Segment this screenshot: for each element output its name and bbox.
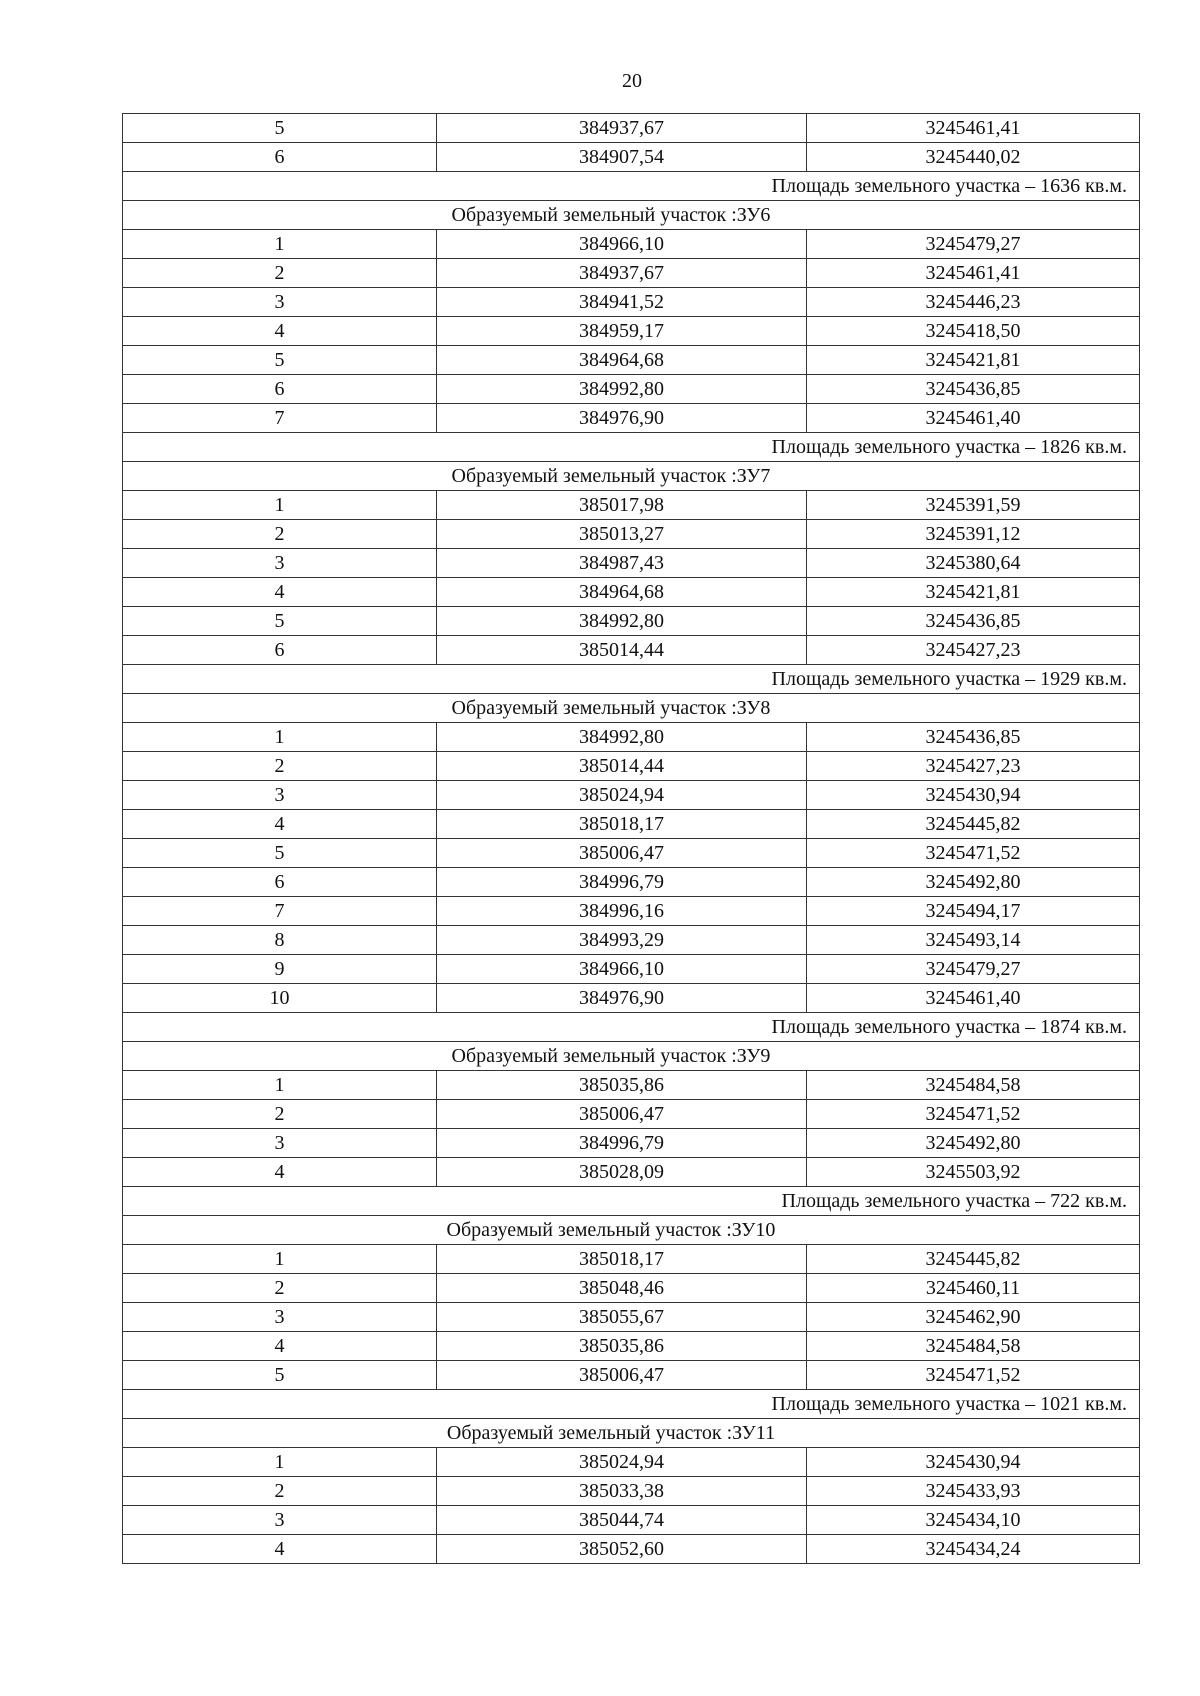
parcel-heading-row [123,462,1140,491]
x-coordinate-cell: 384941,52 [437,288,807,317]
point-number-cell: 6 [123,375,437,404]
y-coordinate-cell: 3245471,52 [807,1100,1140,1129]
y-coordinate-cell: 3245461,40 [807,404,1140,433]
parcel-heading-row [123,694,1140,723]
table-row [123,1535,1140,1564]
table-row [123,375,1140,404]
y-coordinate-cell: 3245479,27 [807,230,1140,259]
y-coordinate-cell: 3245503,92 [807,1158,1140,1187]
table-row [123,230,1140,259]
parcel-heading-text: Образуемый земельный участок :ЗУ8 [123,694,1140,723]
y-coordinate-cell: 3245484,58 [807,1332,1140,1361]
x-coordinate-cell: 384966,10 [437,955,807,984]
y-coordinate-cell: 3245427,23 [807,752,1140,781]
point-number-cell: 4 [123,1158,437,1187]
point-number-cell: 9 [123,955,437,984]
table-row [123,1361,1140,1390]
point-number-cell: 3 [123,1303,437,1332]
table-row [123,578,1140,607]
point-number-cell: 1 [123,230,437,259]
point-number-cell: 6 [123,143,437,172]
point-number-cell: 8 [123,926,437,955]
x-coordinate-cell: 385052,60 [437,1535,807,1564]
point-number-cell: 2 [123,259,437,288]
table-row [123,491,1140,520]
x-coordinate-cell: 385014,44 [437,752,807,781]
point-number-cell: 5 [123,607,437,636]
parcel-heading-row [123,1216,1140,1245]
point-number-cell: 4 [123,1535,437,1564]
y-coordinate-cell: 3245430,94 [807,781,1140,810]
y-coordinate-cell: 3245421,81 [807,346,1140,375]
point-number-cell: 6 [123,636,437,665]
point-number-cell: 5 [123,114,437,143]
table-row [123,810,1140,839]
parcel-heading-text: Образуемый земельный участок :ЗУ7 [123,462,1140,491]
y-coordinate-cell: 3245436,85 [807,723,1140,752]
table-row [123,752,1140,781]
point-number-cell: 4 [123,317,437,346]
y-coordinate-cell: 3245445,82 [807,1245,1140,1274]
table-row [123,1245,1140,1274]
parcel-heading-row [123,201,1140,230]
table-row [123,955,1140,984]
x-coordinate-cell: 384996,79 [437,868,807,897]
area-summary-row [123,1187,1140,1216]
x-coordinate-cell: 385006,47 [437,839,807,868]
area-summary-text: Площадь земельного участка – 1929 кв.м. [123,665,1140,694]
table-row [123,1506,1140,1535]
point-number-cell: 3 [123,1506,437,1535]
point-number-cell: 1 [123,723,437,752]
x-coordinate-cell: 384907,54 [437,143,807,172]
point-number-cell: 5 [123,346,437,375]
table-row [123,1448,1140,1477]
area-summary-row [123,1013,1140,1042]
point-number-cell: 4 [123,578,437,607]
y-coordinate-cell: 3245484,58 [807,1071,1140,1100]
y-coordinate-cell: 3245479,27 [807,955,1140,984]
x-coordinate-cell: 385028,09 [437,1158,807,1187]
area-summary-text: Площадь земельного участка – 1826 кв.м. [123,433,1140,462]
table-row [123,1332,1140,1361]
table-row [123,636,1140,665]
y-coordinate-cell: 3245471,52 [807,839,1140,868]
table-row [123,984,1140,1013]
parcel-heading-text: Образуемый земельный участок :ЗУ9 [123,1042,1140,1071]
y-coordinate-cell: 3245440,02 [807,143,1140,172]
point-number-cell: 7 [123,404,437,433]
point-number-cell: 5 [123,839,437,868]
point-number-cell: 7 [123,897,437,926]
x-coordinate-cell: 385044,74 [437,1506,807,1535]
table-row [123,549,1140,578]
parcel-heading-text: Образуемый земельный участок :ЗУ6 [123,201,1140,230]
y-coordinate-cell: 3245430,94 [807,1448,1140,1477]
x-coordinate-cell: 385013,27 [437,520,807,549]
area-summary-text: Площадь земельного участка – 1636 кв.м. [123,172,1140,201]
parcel-heading-text: Образуемый земельный участок :ЗУ11 [123,1419,1140,1448]
x-coordinate-cell: 385018,17 [437,1245,807,1274]
x-coordinate-cell: 384937,67 [437,259,807,288]
x-coordinate-cell: 384992,80 [437,375,807,404]
table-row [123,839,1140,868]
y-coordinate-cell: 3245492,80 [807,1129,1140,1158]
point-number-cell: 4 [123,1332,437,1361]
y-coordinate-cell: 3245461,41 [807,114,1140,143]
point-number-cell: 2 [123,1477,437,1506]
x-coordinate-cell: 385018,17 [437,810,807,839]
table-row [123,520,1140,549]
table-row [123,897,1140,926]
x-coordinate-cell: 384937,67 [437,114,807,143]
x-coordinate-cell: 384996,79 [437,1129,807,1158]
x-coordinate-cell: 384964,68 [437,578,807,607]
table-row [123,259,1140,288]
parcel-heading-row [123,1042,1140,1071]
table-row [123,1129,1140,1158]
point-number-cell: 1 [123,491,437,520]
point-number-cell: 2 [123,1274,437,1303]
x-coordinate-cell: 385006,47 [437,1361,807,1390]
x-coordinate-cell: 384992,80 [437,607,807,636]
table-row [123,1274,1140,1303]
y-coordinate-cell: 3245434,24 [807,1535,1140,1564]
y-coordinate-cell: 3245391,59 [807,491,1140,520]
x-coordinate-cell: 384996,16 [437,897,807,926]
point-number-cell: 2 [123,520,437,549]
y-coordinate-cell: 3245493,14 [807,926,1140,955]
x-coordinate-cell: 384976,90 [437,984,807,1013]
table-row [123,781,1140,810]
table-row [123,607,1140,636]
table-row [123,1477,1140,1506]
table-row [123,868,1140,897]
y-coordinate-cell: 3245433,93 [807,1477,1140,1506]
point-number-cell: 3 [123,288,437,317]
x-coordinate-cell: 385006,47 [437,1100,807,1129]
point-number-cell: 1 [123,1071,437,1100]
x-coordinate-cell: 385024,94 [437,781,807,810]
x-coordinate-cell: 385035,86 [437,1071,807,1100]
area-summary-row [123,665,1140,694]
x-coordinate-cell: 385048,46 [437,1274,807,1303]
table-row [123,1158,1140,1187]
table-row [123,404,1140,433]
area-summary-row [123,433,1140,462]
table-row [123,346,1140,375]
x-coordinate-cell: 384992,80 [437,723,807,752]
y-coordinate-cell: 3245380,64 [807,549,1140,578]
y-coordinate-cell: 3245436,85 [807,607,1140,636]
point-number-cell: 2 [123,1100,437,1129]
point-number-cell: 6 [123,868,437,897]
area-summary-text: Площадь земельного участка – 1874 кв.м. [123,1013,1140,1042]
y-coordinate-cell: 3245418,50 [807,317,1140,346]
table-row [123,1303,1140,1332]
point-number-cell: 1 [123,1245,437,1274]
x-coordinate-cell: 385035,86 [437,1332,807,1361]
point-number-cell: 2 [123,752,437,781]
x-coordinate-cell: 385017,98 [437,491,807,520]
y-coordinate-cell: 3245461,41 [807,259,1140,288]
y-coordinate-cell: 3245460,11 [807,1274,1140,1303]
point-number-cell: 3 [123,781,437,810]
area-summary-row [123,172,1140,201]
y-coordinate-cell: 3245427,23 [807,636,1140,665]
y-coordinate-cell: 3245446,23 [807,288,1140,317]
coordinates-table [122,113,1140,1564]
y-coordinate-cell: 3245492,80 [807,868,1140,897]
area-summary-row [123,1390,1140,1419]
page-number: 20 [622,70,642,92]
x-coordinate-cell: 384964,68 [437,346,807,375]
y-coordinate-cell: 3245461,40 [807,984,1140,1013]
y-coordinate-cell: 3245494,17 [807,897,1140,926]
x-coordinate-cell: 384959,17 [437,317,807,346]
y-coordinate-cell: 3245436,85 [807,375,1140,404]
y-coordinate-cell: 3245462,90 [807,1303,1140,1332]
x-coordinate-cell: 384976,90 [437,404,807,433]
table-row [123,143,1140,172]
x-coordinate-cell: 385033,38 [437,1477,807,1506]
x-coordinate-cell: 385024,94 [437,1448,807,1477]
point-number-cell: 5 [123,1361,437,1390]
point-number-cell: 4 [123,810,437,839]
table-row [123,1071,1140,1100]
y-coordinate-cell: 3245434,10 [807,1506,1140,1535]
parcel-heading-row [123,1419,1140,1448]
point-number-cell: 3 [123,549,437,578]
x-coordinate-cell: 384966,10 [437,230,807,259]
x-coordinate-cell: 385055,67 [437,1303,807,1332]
y-coordinate-cell: 3245471,52 [807,1361,1140,1390]
table-row [123,926,1140,955]
table-row [123,288,1140,317]
area-summary-text: Площадь земельного участка – 1021 кв.м. [123,1390,1140,1419]
table-row [123,317,1140,346]
y-coordinate-cell: 3245445,82 [807,810,1140,839]
x-coordinate-cell: 384993,29 [437,926,807,955]
table-row [123,114,1140,143]
parcel-heading-text: Образуемый земельный участок :ЗУ10 [123,1216,1140,1245]
point-number-cell: 10 [123,984,437,1013]
x-coordinate-cell: 385014,44 [437,636,807,665]
y-coordinate-cell: 3245391,12 [807,520,1140,549]
area-summary-text: Площадь земельного участка – 722 кв.м. [123,1187,1140,1216]
y-coordinate-cell: 3245421,81 [807,578,1140,607]
table-row [123,1100,1140,1129]
table-row [123,723,1140,752]
x-coordinate-cell: 384987,43 [437,549,807,578]
point-number-cell: 1 [123,1448,437,1477]
point-number-cell: 3 [123,1129,437,1158]
